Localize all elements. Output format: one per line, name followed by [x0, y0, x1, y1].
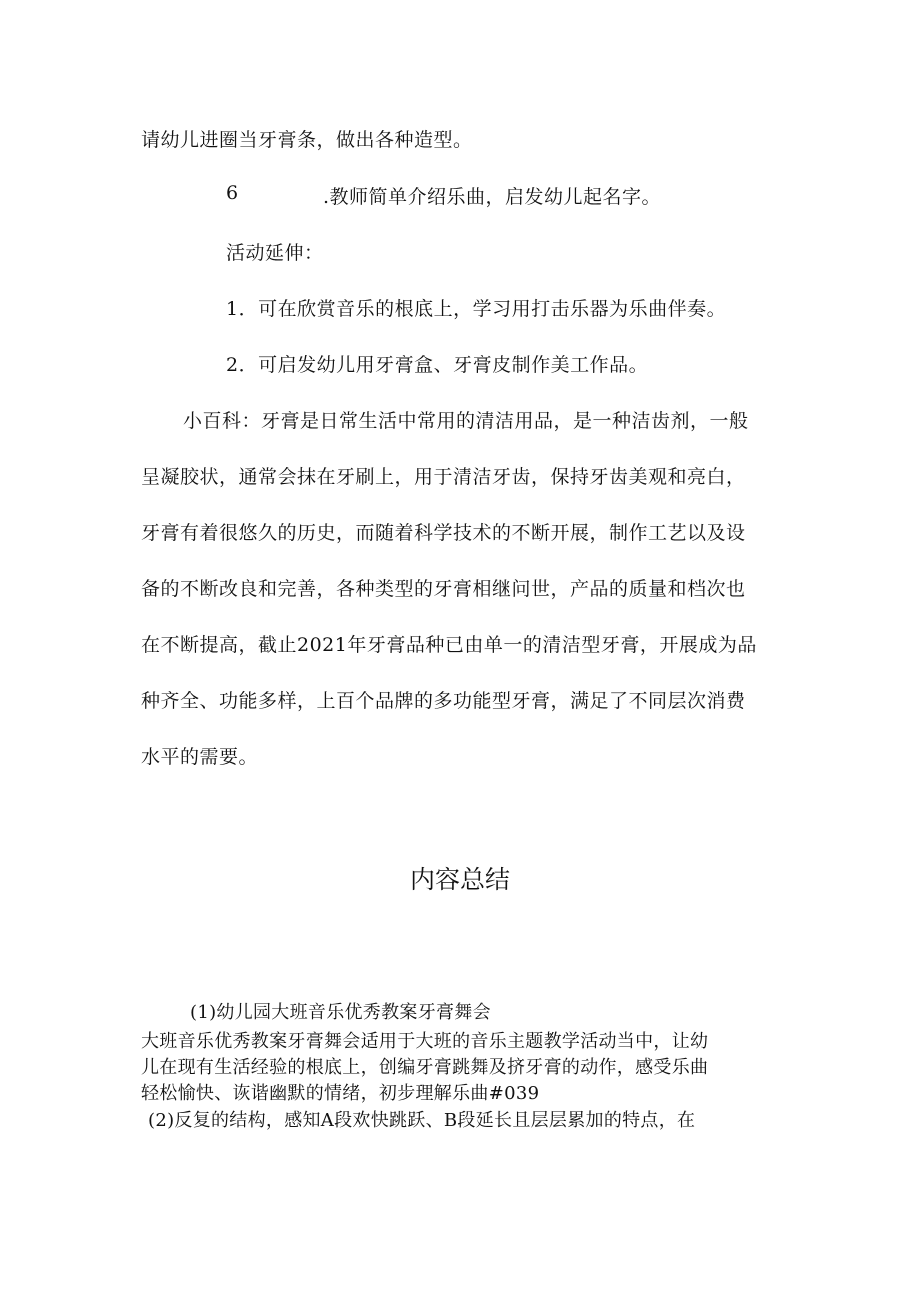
extension-item-2: 2．可启发幼儿用牙膏盒、牙膏皮制作美工作品。 — [226, 354, 649, 376]
summary-line: 轻松愉快、诙谐幽默的情绪，初步理解乐曲#039 — [141, 1083, 540, 1104]
encyclopedia-line: 呈凝胶状，通常会抹在牙刷上，用于清洁牙齿，保持牙齿美观和亮白， — [141, 466, 746, 488]
paragraph-line-1: 请幼儿进圈当牙膏条，做出各种造型。 — [141, 129, 473, 151]
extension-item-1: 1．可在欣赏音乐的根底上，学习用打击乐器为乐曲伴奏。 — [226, 298, 727, 320]
summary-line: 儿在现有生活经验的根底上，创编牙膏跳舞及挤牙膏的动作，感受乐曲 — [141, 1057, 709, 1078]
item-6-number: 6 — [226, 182, 239, 204]
summary-line: 大班音乐优秀教案牙膏舞会适用于大班的音乐主题教学活动当中，让幼 — [141, 1031, 709, 1052]
encyclopedia-line: 牙膏有着很悠久的历史，而随着科学技术的不断开展，制作工艺以及设 — [141, 522, 746, 544]
encyclopedia-line: 在不断提高，截止2021年牙膏品种已由单一的清洁型牙膏，开展成为品 — [141, 634, 757, 656]
encyclopedia-line: 水平的需要。 — [141, 746, 259, 768]
encyclopedia-line: 种齐全、功能多样，上百个品牌的多功能型牙膏，满足了不同层次消费 — [141, 690, 746, 712]
summary-line: (2)反复的结构，感知A段欢快跳跃、B段延长且层层累加的特点，在 — [148, 1110, 696, 1131]
item-6-text: .教师简单介绍乐曲，启发幼儿起名字。 — [323, 186, 662, 208]
encyclopedia-line: 备的不断改良和完善，各种类型的牙膏相继问世，产品的质量和档次也 — [141, 578, 746, 600]
encyclopedia-line: 小百科：牙膏是日常生活中常用的清洁用品，是一种洁齿剂，一般 — [183, 410, 749, 432]
summary-title: 内容总结 — [409, 865, 510, 894]
summary-line: (1)幼儿园大班音乐优秀教案牙膏舞会 — [190, 1002, 491, 1023]
extension-heading: 活动延伸： — [226, 242, 324, 264]
